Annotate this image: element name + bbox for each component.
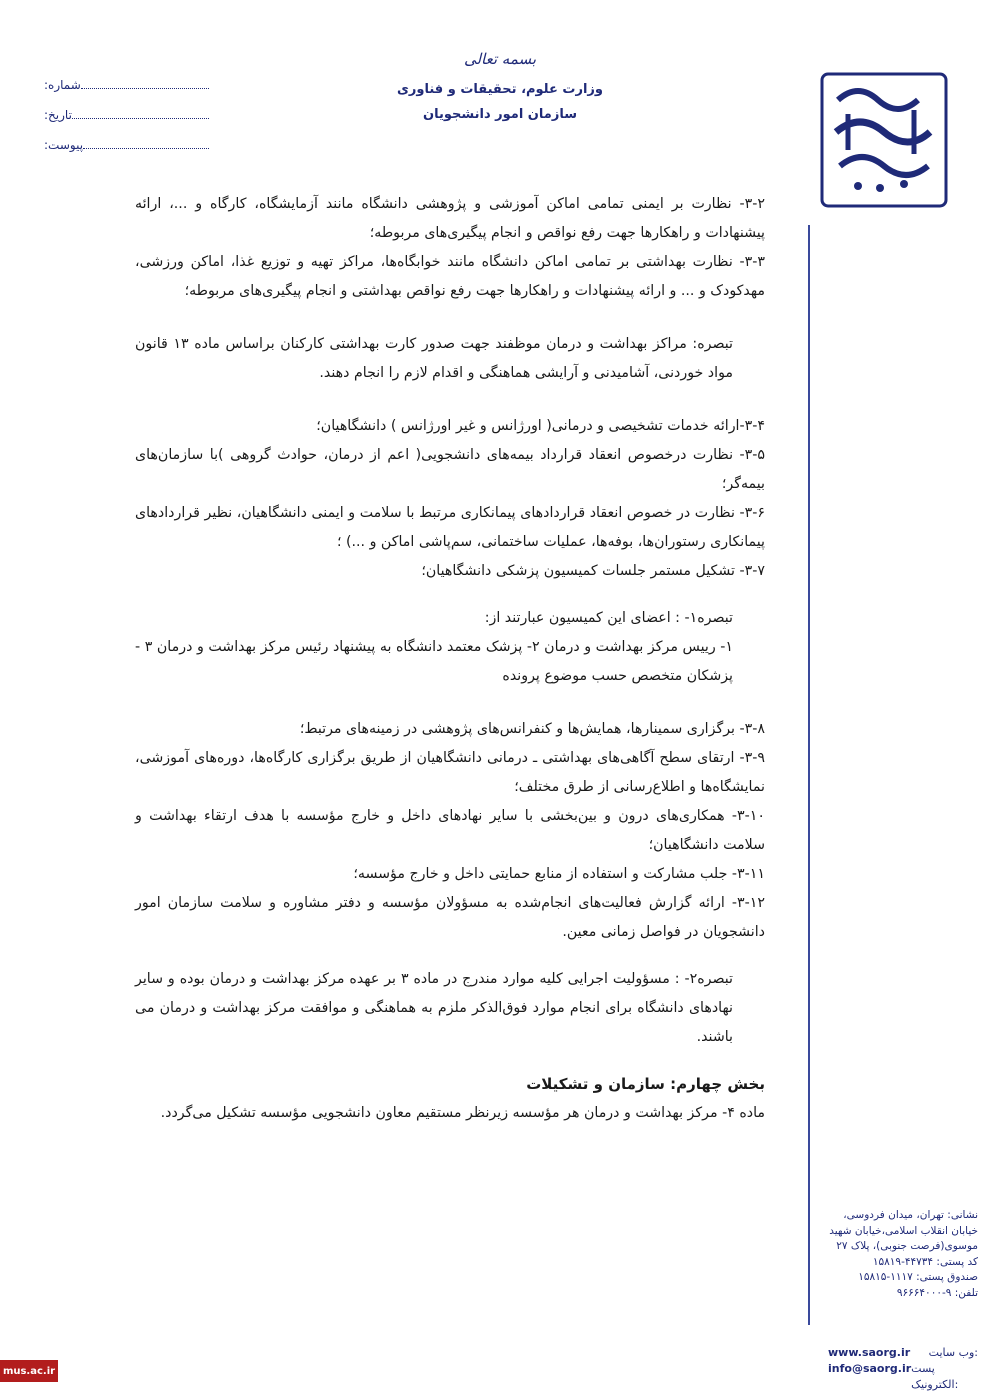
- organization-name: سازمان امور دانشجویان: [423, 107, 577, 122]
- date-dots: [72, 108, 209, 119]
- email-row: [828, 1361, 978, 1393]
- website-label: وب سایت:: [928, 1346, 978, 1359]
- address-line: خیابان انقلاب اسلامی،خیابان شهید: [829, 1224, 978, 1237]
- note1-title: تبصره۱- : اعضای این کمیسیون عبارتند از:: [484, 610, 733, 626]
- date-label: تاریخ:: [44, 108, 72, 122]
- clause-3-6: ۳-۶- نظارت در خصوص انعقاد قراردادهای پیمانکاری مرتبط با سلامت و ایمنی دانشگاهیان، نظیر قراردادهای پیمانکاری رستوران‌ها، بوفه‌ها، عملیات ساختمانی، سم‌پاشی اماکن و ...) ؛: [135, 505, 765, 550]
- letter-body: [135, 190, 765, 1128]
- attachment-label: پیوست:: [44, 138, 84, 152]
- section-four-title: بخش چهارم: سازمان و تشکیلات: [526, 1075, 765, 1093]
- attachment-field: [40, 138, 215, 152]
- number-label: شماره:: [44, 78, 81, 92]
- clause-3-11: ۳-۱۱- جلب مشارکت و استفاده از منابع حمایتی داخل و خارج مؤسسه؛: [353, 866, 765, 882]
- note-health-card: تبصره: مراکز بهداشت و درمان موظفند جهت صدور کارت بهداشتی کارکنان براساس ماده ۱۳ قانون مواد خوردنی، آشامیدنی و آرایشی هماهنگی و اقدام لازم را انجام دهند.: [135, 336, 733, 381]
- number-dots: [81, 78, 209, 89]
- footer-badge: mus.ac.ir: [0, 1360, 58, 1382]
- email-link[interactable]: info@saorg.ir: [828, 1362, 912, 1375]
- note1-members: ۱- رییس مرکز بهداشت و درمان ۲- پزشک معتمد دانشگاه به پیشنهاد رئیس مرکز بهداشت و درمان ۳ - پزشکان متخصص حسب موضوع پرونده: [135, 639, 733, 684]
- email-label: پست الکترونیک:: [911, 1362, 959, 1391]
- po-box: صندوق پستی: ۱۱۱۷-۱۵۸۱۵: [858, 1271, 978, 1283]
- website-row: [828, 1345, 978, 1361]
- letter-meta-fields: [40, 78, 215, 168]
- address-line: موسوی(فرصت جنوبی)، پلاک ۲۷: [836, 1240, 978, 1252]
- organization-logo: [818, 70, 950, 210]
- clause-3-2: ۳-۲- نظارت بر ایمنی تمامی اماکن آموزشی و پژوهشی دانشگاه مانند آزمایشگاه، کارگاه و ...، ارائه پیشنهادات و راهکارها جهت رفع نواقص و انجام پیگیری‌های مربوطه؛: [135, 196, 765, 241]
- clause-3-9: ۳-۹- ارتقای سطح آگاهی‌های بهداشتی ـ درمانی دانشگاهیان از طریق برگزاری کارگاه‌ها، دوره‌های آموزشی، نمایشگاه‌ها و اطلاع‌رسانی از طرق مختلف؛: [135, 750, 765, 795]
- clause-3-12: ۳-۱۲- ارائه گزارش فعالیت‌های انجام‌شده به مسؤولان مؤسسه و دفتر مشاوره و سلامت سازمان امور دانشجویان در فواصل زمانی معین.: [135, 895, 765, 940]
- note2-responsibility: تبصره۲- : مسؤولیت اجرایی کلیه موارد مندرج در ماده ۳ بر عهده مرکز بهداشت و درمان بوده و سایر نهادهای دانشگاه برای انجام موارد فوق‌الذکر ملزم به هماهنگی و موافقت مرکز بهداشت و درمان می باشند.: [135, 971, 733, 1045]
- attachment-dots: [83, 138, 209, 149]
- clause-3-8: ۳-۸- برگزاری سمینارها، همایش‌ها و کنفرانس‌های پژوهشی در زمینه‌های مرتبط؛: [299, 721, 765, 737]
- website-link[interactable]: www.saorg.ir: [828, 1346, 911, 1359]
- address-line: نشانی: تهران، میدان فردوسی،: [843, 1209, 978, 1221]
- date-field: [40, 108, 215, 122]
- number-field: [40, 78, 215, 92]
- sidebar-rule: [808, 225, 810, 1325]
- clause-3-7: ۳-۷- تشکیل مستمر جلسات کمیسیون پزشکی دانشگاهیان؛: [421, 563, 765, 579]
- phone: تلفن: ۹-۹۶۶۶۴۰۰۰: [896, 1286, 978, 1299]
- letterhead-center: [380, 50, 620, 122]
- bismillah: بسمه تعالی: [463, 50, 537, 68]
- ministry-name: وزارت علوم، تحقیقات و فناوری: [397, 82, 603, 97]
- clause-3-4: ۳-۴-ارائه خدمات تشخیصی و درمانی( اورژانس و غیر اورژانس ) دانشگاهیان؛: [316, 418, 765, 434]
- postal-code: کد پستی: ۴۴۷۳۴-۱۵۸۱۹: [872, 1255, 978, 1268]
- address-block: [828, 1208, 978, 1301]
- clause-3-10: ۳-۱۰- همکاری‌های درون و بین‌بخشی با سایر نهادهای داخل و خارج مؤسسه با هدف ارتقاء بهداشت و سلامت دانشگاهیان؛: [135, 808, 765, 853]
- clause-3-3: ۳-۳- نظارت بهداشتی بر تمامی اماکن دانشگاه مانند خوابگاه‌ها، مراکز تهیه و توزیع غذا، اماکن ورزشی، مهدکودک و ... و ارائه پیشنهادات و راهکارها جهت رفع نواقص بهداشتی و انجام پیگیری‌های مربوطه؛: [135, 254, 765, 299]
- clause-3-5: ۳-۵- نظارت درخصوص انعقاد قرارداد بیمه‌های دانشجویی( اعم از درمان، حوادث گروهی )با سازمان‌های بیمه‌گر؛: [135, 447, 765, 492]
- article-4: ماده ۴- مرکز بهداشت و درمان هر مؤسسه زیرنظر مستقیم معاون دانشجویی مؤسسه تشکیل می‌گردد.: [160, 1105, 765, 1121]
- contact-block: [828, 1345, 978, 1393]
- logo-icon: [818, 70, 950, 210]
